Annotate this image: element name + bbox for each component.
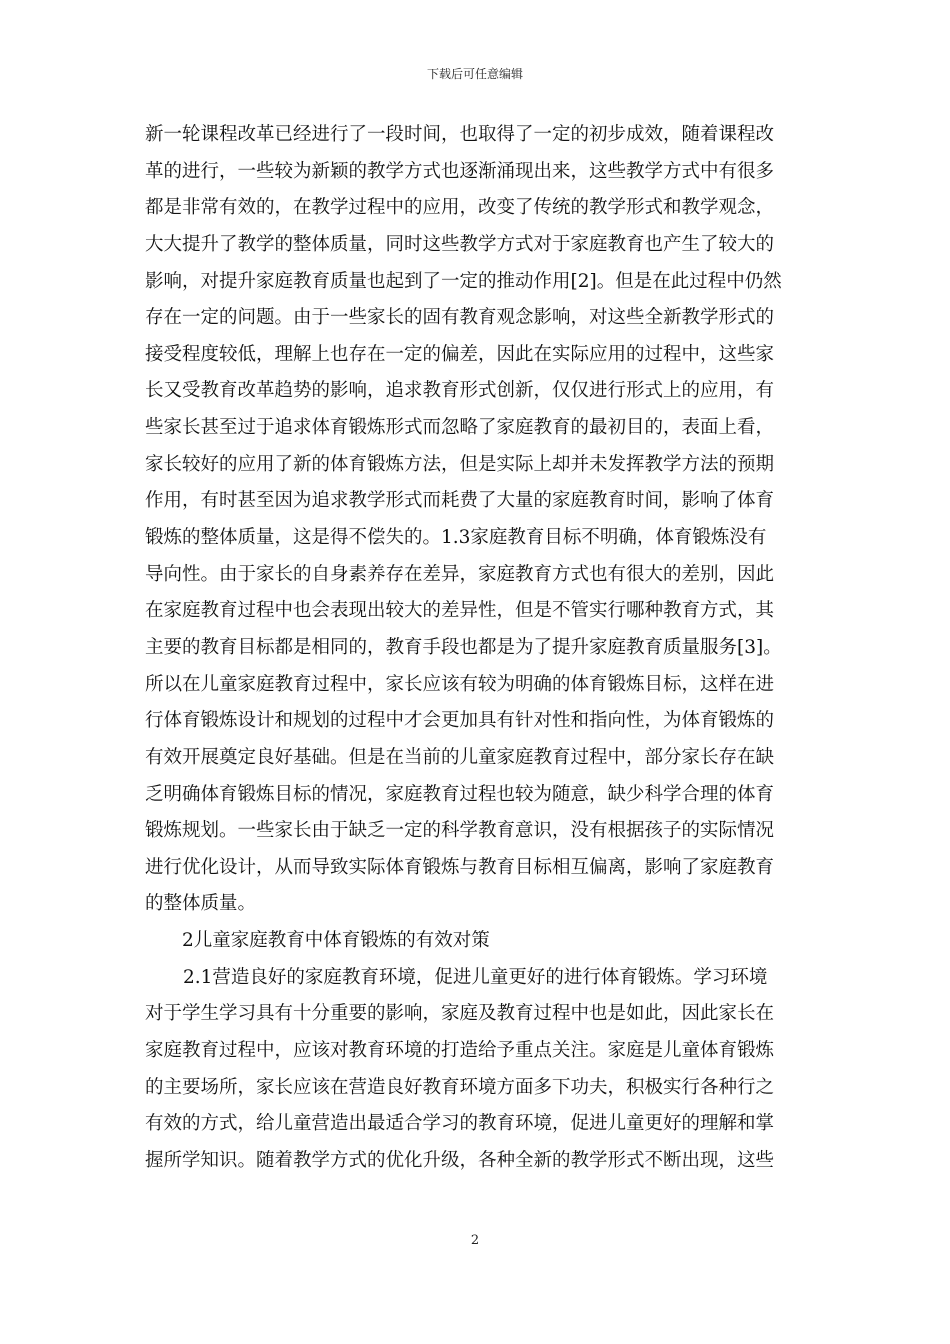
text-line: 导向性。由于家长的自身素养存在差异，家庭教育方式也有很大的差别，因此 <box>145 563 775 585</box>
text-line: 所以在儿童家庭教育过程中，家长应该有较为明确的体育锻炼目标，这样在进 <box>145 673 775 695</box>
paragraph-2 <box>145 960 807 1180</box>
text-line: 在家庭教育过程中也会表现出较大的差异性，但是不管实行哪种教育方式，其 <box>145 600 775 622</box>
page-number: 2 <box>470 1233 480 1248</box>
text-line: 作用，有时甚至因为追求教学形式而耗费了大量的家庭教育时间，影响了体育 <box>145 490 775 512</box>
page-header: 下载后可任意编辑 <box>426 67 523 81</box>
text-line: 新一轮课程改革已经进行了一段时间，也取得了一定的初步成效，随着课程改 <box>145 124 775 145</box>
text-line: 长又受教育改革趋势的影响，追求教育形式创新，仅仅进行形式上的应用，有 <box>145 380 775 402</box>
text-line: 有效的方式，给儿童营造出最适合学习的教育环境，促进儿童更好的理解和掌 <box>145 1113 775 1135</box>
text-line: 存在一定的问题。由于一些家长的固有教育观念影响，对这些全新教学形式的 <box>145 307 775 329</box>
text-line: 都是非常有效的，在教学过程中的应用，改变了传统的教学形式和教学观念， <box>145 197 775 219</box>
text-line: 乏明确体育锻炼目标的情况，家庭教育过程也较为随意，缺少科学合理的体育 <box>145 783 775 805</box>
section-heading: 2儿童家庭教育中体育锻炼的有效对策 <box>182 930 490 952</box>
text-line: 家庭教育过程中，应该对教育环境的打造给予重点关注。家庭是儿童体育锻炼 <box>145 1040 775 1062</box>
paragraph-1 <box>145 117 807 923</box>
text-line: 进行优化设计，从而导致实际体育锻炼与教育目标相互偏离，影响了家庭教育 <box>145 856 775 878</box>
text-line: 锻炼规划。一些家长由于缺乏一定的科学教育意识，没有根据孩子的实际情况 <box>145 820 775 842</box>
text-line: 家长较好的应用了新的体育锻炼方法，但是实际上却并未发挥教学方法的预期 <box>145 453 775 475</box>
text-line: 革的进行，一些较为新颖的教学方式也逐渐涌现出来，这些教学方式中有很多 <box>145 160 775 182</box>
text-line: 大大提升了教学的整体质量，同时这些教学方式对于家庭教育也产生了较大的 <box>145 233 775 255</box>
text-line: 对于学生学习具有十分重要的影响，家庭及教育过程中也是如此，因此家长在 <box>145 1003 775 1025</box>
text-line: 接受程度较低，理解上也存在一定的偏差，因此在实际应用的过程中，这些家 <box>145 343 775 365</box>
text-line: 握所学知识。随着教学方式的优化升级，各种全新的教学形式不断出现，这些 <box>145 1149 775 1171</box>
text-line: 主要的教育目标都是相同的，教育手段也都是为了提升家庭教育质量服务[3]。 <box>145 636 782 658</box>
text-line: 行体育锻炼设计和规划的过程中才会更加具有针对性和指向性，为体育锻炼的 <box>145 710 775 732</box>
text-line: 的整体质量。 <box>145 893 257 915</box>
text-line: 些家长甚至过于追求体育锻炼形式而忽略了家庭教育的最初目的，表面上看， <box>145 417 775 439</box>
text-line: 锻炼的整体质量，这是得不偿失的。1.3家庭教育目标不明确，体育锻炼没有 <box>145 527 767 549</box>
text-line: 有效开展奠定良好基础。但是在当前的儿童家庭教育过程中，部分家长存在缺 <box>145 746 775 768</box>
text-line: 影响，对提升家庭教育质量也起到了一定的推动作用[2]。但是在此过程中仍然 <box>145 270 782 292</box>
document-body <box>145 117 807 1180</box>
text-line: 2.1营造良好的家庭教育环境，促进儿童更好的进行体育锻炼。学习环境 <box>183 966 768 988</box>
text-line: 的主要场所，家长应该在营造良好教育环境方面多下功夫，积极实行各种行之 <box>145 1076 775 1098</box>
